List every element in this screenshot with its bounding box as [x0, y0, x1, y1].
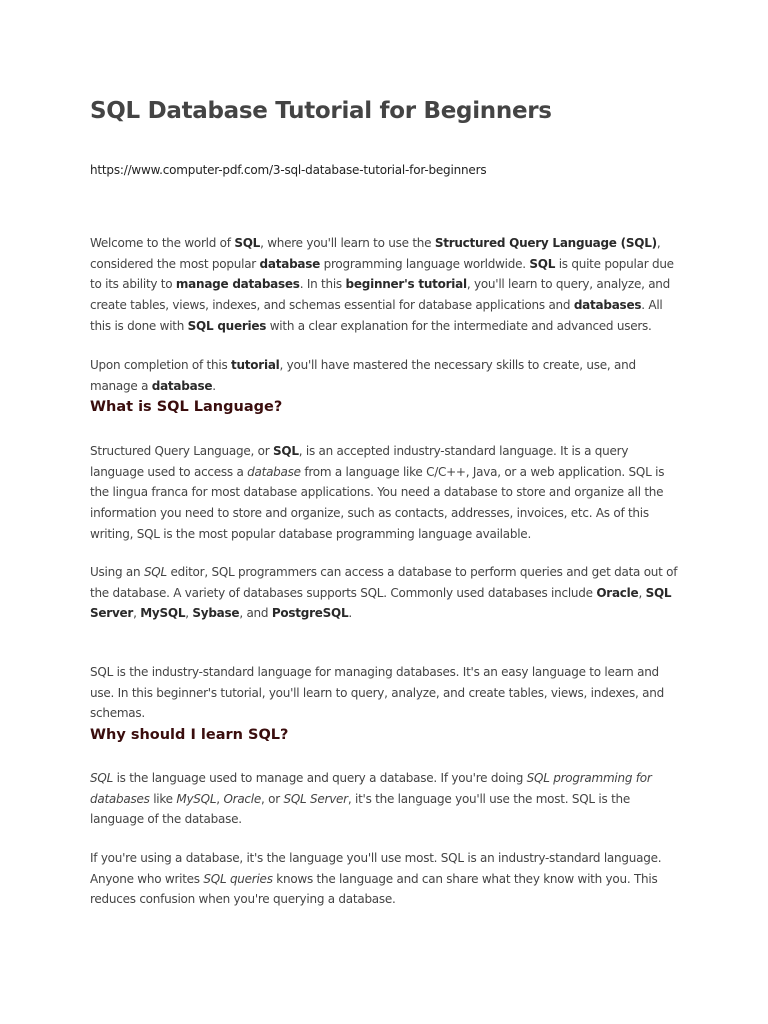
- bold-text: Sybase: [192, 606, 240, 621]
- bold-text: tutorial: [231, 358, 280, 372]
- bold-text: PostgreSQL: [271, 606, 349, 621]
- text-run: . In this: [299, 277, 346, 292]
- text-run: SQL is the industry-standard language for managing databases. It's an easy language to learn and use. In this beginner's tutorial, you'll learn to query, analyze, and create tables, views, indexes, and schemas.: [90, 665, 664, 721]
- text-run: ,: [216, 791, 224, 806]
- text-run: Using an: [90, 565, 144, 579]
- text-run: Upon completion of this: [90, 358, 232, 372]
- text-run: , it's the language you'll use the most. SQL is the language of the database.: [90, 791, 631, 827]
- text-run: Structured Query Language, or: [90, 444, 273, 458]
- text-run: , and: [239, 606, 272, 621]
- bold-text: SQL: [529, 256, 556, 271]
- italic-text: Oracle: [223, 791, 261, 806]
- text-run: , is an accepted industry-standard language. It is a query language used to access a: [90, 444, 629, 479]
- page-title: SQL Database Tutorial for Beginners: [90, 98, 552, 124]
- bold-text: beginner's tutorial: [345, 277, 467, 292]
- bold-text: SQL Server: [90, 585, 672, 621]
- italic-text: SQL: [90, 771, 113, 785]
- section-heading-what-is-sql: What is SQL Language?: [90, 399, 283, 415]
- text-run: , you'll learn to query, analyze, and create tables, views, indexes, and schemas essential for database applications and: [90, 277, 671, 313]
- bold-text: SQL: [234, 236, 261, 250]
- intro-paragraph-1: [90, 233, 680, 337]
- text-run: .: [348, 606, 352, 621]
- text-run: .: [212, 378, 216, 393]
- italic-text: SQL queries: [203, 871, 273, 886]
- text-run: , where you'll learn to use the: [260, 236, 435, 250]
- intro-paragraph-2: [90, 355, 680, 396]
- text-run: is quite popular due to its ability to: [90, 256, 674, 292]
- text-run: is the language used to manage and query a database. If you're doing: [113, 771, 527, 785]
- italic-text: SQL programming for databases: [90, 771, 652, 806]
- bold-text: manage databases: [175, 277, 300, 292]
- text-run: like: [149, 791, 177, 806]
- bold-text: database: [151, 378, 213, 393]
- bold-text: database: [259, 256, 321, 271]
- source-url: https://www.computer-pdf.com/3-sql-database-tutorial-for-beginners: [90, 163, 487, 177]
- text-run: , or: [260, 791, 284, 806]
- text-run: editor, SQL programmers can access a database to perform queries and get data out of the database. A variety of databases supports SQL. Commonly used databases include: [90, 565, 678, 600]
- section1-paragraph-2: [90, 562, 680, 624]
- text-run: Welcome to the world of: [90, 236, 235, 250]
- italic-text: SQL Server: [283, 791, 348, 806]
- text-run: , considered the most popular: [90, 236, 661, 271]
- section2-paragraph-1: [90, 768, 680, 830]
- italic-text: MySQL: [176, 791, 217, 806]
- text-run: programming language worldwide.: [320, 256, 530, 271]
- section2-paragraph-2: [90, 848, 680, 910]
- bold-text: SQL queries: [187, 318, 267, 333]
- italic-text: SQL: [143, 565, 167, 579]
- text-run: , you'll have mastered the necessary skills to create, use, and manage a: [90, 358, 636, 393]
- bold-text: databases: [573, 298, 642, 313]
- bold-text: MySQL: [140, 606, 186, 621]
- text-run: If you're using a database, it's the language you'll use most. SQL is an industry-standard language. Anyone who writes: [90, 851, 662, 886]
- section1-paragraph-3: [90, 662, 680, 724]
- text-run: with a clear explanation for the intermediate and advanced users.: [266, 318, 652, 333]
- text-run: knows the language and can share what they know with you. This reduces confusion when you're querying a database.: [90, 871, 658, 907]
- italic-text: database: [247, 464, 301, 479]
- text-run: . All this is done with: [90, 298, 663, 333]
- text-run: ,: [133, 606, 141, 621]
- text-run: from a language like C/C++, Java, or a web application. SQL is the lingua franca for most database applications. You need a database to store and organize all the information you need to store and organize, such as contacts, addresses, invoices, etc. As of this writing, SQL is the most popular database programming language available.: [90, 464, 665, 541]
- bold-text: Structured Query Language (SQL): [434, 236, 657, 250]
- section1-paragraph-1: [90, 441, 680, 545]
- bold-text: SQL: [272, 444, 299, 458]
- text-run: ,: [638, 585, 646, 600]
- text-run: ,: [185, 606, 193, 621]
- section-heading-why-learn-sql: Why should I learn SQL?: [90, 727, 289, 743]
- bold-text: Oracle: [596, 585, 639, 600]
